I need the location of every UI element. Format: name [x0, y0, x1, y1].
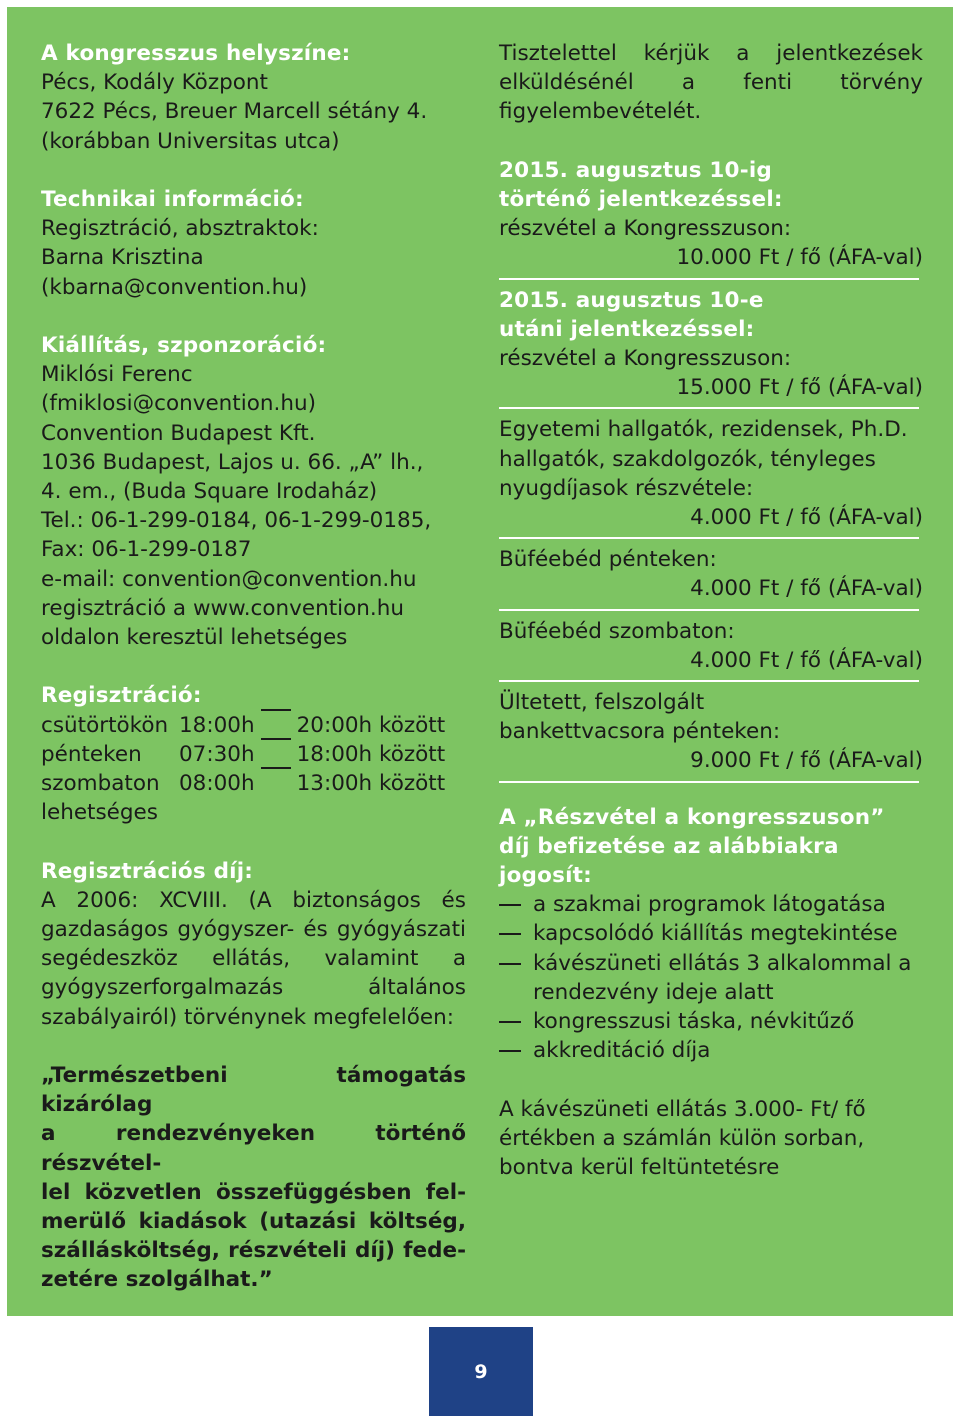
quote-line: zetére szolgálhat.” [41, 1267, 273, 1293]
student-line: nyugdíjasok részvétele: [499, 475, 754, 501]
expo-line: (fmiklosi@convention.hu) [41, 391, 316, 417]
schedule-day: szombaton [41, 771, 160, 797]
schedule-from: 08:00h [179, 771, 255, 797]
banquet-line: Ültetett, felszolgált [499, 690, 705, 716]
quote-line: szállásköltség, részvételi díj) fede- [41, 1238, 466, 1264]
expo-line: Fax: 06-1-299-0187 [41, 537, 252, 563]
schedule-to: 18:00h között [296, 741, 446, 767]
expo-heading: Kiállítás, szponzoráció: [41, 333, 327, 358]
quote-line: a rendezvényeken történő részvétel- [41, 1121, 466, 1176]
list-item [499, 890, 923, 919]
coffee-line: bontva kerül feltüntetésre [499, 1155, 780, 1181]
early-price: 10.000 Ft / fő (ÁFA-val) [676, 245, 923, 271]
student-line: hallgatók, szakdolgozók, tényleges [499, 446, 876, 472]
divider [499, 781, 919, 783]
fee-law-line: A 2006: XCVIII. (A biztonságos és [41, 887, 466, 913]
divider [499, 537, 919, 539]
list-item-text: kongresszusi táska, névkitűző [533, 1009, 855, 1035]
buffet-saturday-label: Büféebéd szombaton: [499, 618, 735, 644]
schedule-from: 07:30h [179, 741, 255, 767]
dash-bullet [499, 963, 521, 965]
dash-bullet [499, 1021, 521, 1023]
schedule-row [41, 740, 466, 769]
list-item [499, 949, 923, 1007]
left-column [41, 39, 466, 1295]
tech-line: (kbarna@convention.hu) [41, 274, 308, 300]
early-heading: 2015. augusztus 10-ig [499, 157, 772, 183]
entitlement-heading: díj befizetése az alábbiakra [499, 833, 839, 859]
list-item-text: kávészüneti ellátás 3 alkalommal a rendezvény ideje alatt [533, 950, 912, 1005]
dash-bullet [499, 933, 521, 935]
late-price: 15.000 Ft / fő (ÁFA-val) [676, 375, 923, 401]
list-item [499, 1036, 923, 1065]
list-item-text: kapcsolódó kiállítás megtekintése [533, 921, 898, 947]
expo-line: Miklósi Ferenc [41, 362, 193, 388]
divider [499, 278, 919, 280]
venue-heading: A kongresszus helyszíne: [41, 41, 351, 66]
fee-heading: Regisztrációs díj: [41, 858, 254, 884]
early-heading: történő jelentkezéssel: [499, 187, 783, 212]
expo-line: oldalon keresztül lehetséges [41, 625, 348, 651]
green-panel [7, 7, 953, 1316]
right-column [499, 39, 923, 1182]
late-heading: utáni jelentkezéssel: [499, 316, 755, 342]
quote-line: lel közvetlen összefüggésben fel- [41, 1179, 466, 1205]
buffet-saturday-price: 4.000 Ft / fő (ÁFA-val) [690, 647, 923, 673]
coffee-line: A kávészüneti ellátás 3.000- Ft/ fő [499, 1096, 866, 1122]
registration-heading: Regisztráció: [41, 683, 202, 709]
schedule-row [41, 769, 466, 798]
intro-line: figyelembevételét. [499, 99, 702, 125]
expo-line: Tel.: 06-1-299-0184, 06-1-299-0185, [41, 508, 432, 534]
student-line: Egyetemi hallgatók, rezidensek, Ph.D. [499, 417, 908, 443]
list-item-text: a szakmai programok látogatása [533, 892, 886, 918]
late-label: részvétel a Kongresszuson: [499, 346, 792, 372]
tech-line: Regisztráció, absztraktok: [41, 216, 319, 242]
tech-line: Barna Krisztina [41, 245, 204, 271]
fee-law-line: segédeszköz ellátás, valamint a [41, 946, 466, 972]
list-item [499, 919, 923, 948]
page-number: 9 [429, 1327, 533, 1416]
expo-line: e-mail: convention@convention.hu [41, 566, 417, 592]
buffet-friday-price: 4.000 Ft / fő (ÁFA-val) [690, 576, 923, 602]
quote-line: merülő kiadások (utazási költség, [41, 1209, 466, 1235]
buffet-friday-label: Büféebéd pénteken: [499, 547, 717, 573]
divider [499, 680, 919, 682]
expo-line: Convention Budapest Kft. [41, 420, 316, 446]
entitlement-heading: A „Részvétel a kongresszuson” [499, 804, 885, 830]
tech-heading: Technikai információ: [41, 187, 304, 212]
expo-line: regisztráció a www.convention.hu [41, 595, 405, 621]
dash-bullet [499, 1050, 521, 1052]
schedule-to: 20:00h között [296, 712, 446, 738]
schedule-to: 13:00h között [296, 771, 446, 797]
coffee-line: értékben a számlán külön sorban, [499, 1125, 865, 1151]
banquet-line: bankettvacsora pénteken: [499, 719, 781, 745]
divider [499, 407, 919, 409]
entitlement-heading: jogosít: [499, 863, 592, 889]
divider [499, 609, 919, 611]
dash-bullet [499, 904, 521, 906]
quote-line: „Természetbeni támogatás kizárólag [41, 1063, 466, 1118]
dash-divider [261, 709, 291, 711]
fee-law-line: gazdaságos gyógyszer- és gyógyászati [41, 917, 466, 943]
venue-line: 7622 Pécs, Breuer Marcell sétány 4. [41, 99, 428, 125]
schedule-row [41, 711, 466, 740]
banquet-price: 9.000 Ft / fő (ÁFA-val) [690, 748, 923, 774]
dash-divider [261, 738, 291, 740]
dash-divider [261, 767, 291, 769]
intro-line: elküldésénél a fenti törvény [499, 70, 923, 96]
late-heading: 2015. augusztus 10-e [499, 287, 764, 313]
fee-law-line: szabályairól) törvénynek megfelelően: [41, 1004, 454, 1030]
expo-line: 4. em., (Buda Square Irodaház) [41, 479, 378, 505]
student-price: 4.000 Ft / fő (ÁFA-val) [690, 505, 923, 531]
list-item [499, 1007, 923, 1036]
expo-line: 1036 Budapest, Lajos u. 66. „A” lh., [41, 449, 424, 475]
schedule-from: 18:00h [179, 712, 255, 738]
fee-law-line: gyógyszerforgalmazás általános [41, 975, 466, 1001]
early-label: részvétel a Kongresszuson: [499, 216, 792, 242]
list-item-text: akkreditáció díja [533, 1038, 711, 1064]
venue-line: (korábban Universitas utca) [41, 128, 340, 154]
venue-line: Pécs, Kodály Központ [41, 70, 268, 96]
intro-line: Tisztelettel kérjük a jelentkezések [499, 41, 923, 66]
schedule-day: pénteken [41, 741, 142, 767]
schedule-day: csütörtökön [41, 712, 169, 738]
registration-tail: lehetséges [41, 800, 158, 826]
